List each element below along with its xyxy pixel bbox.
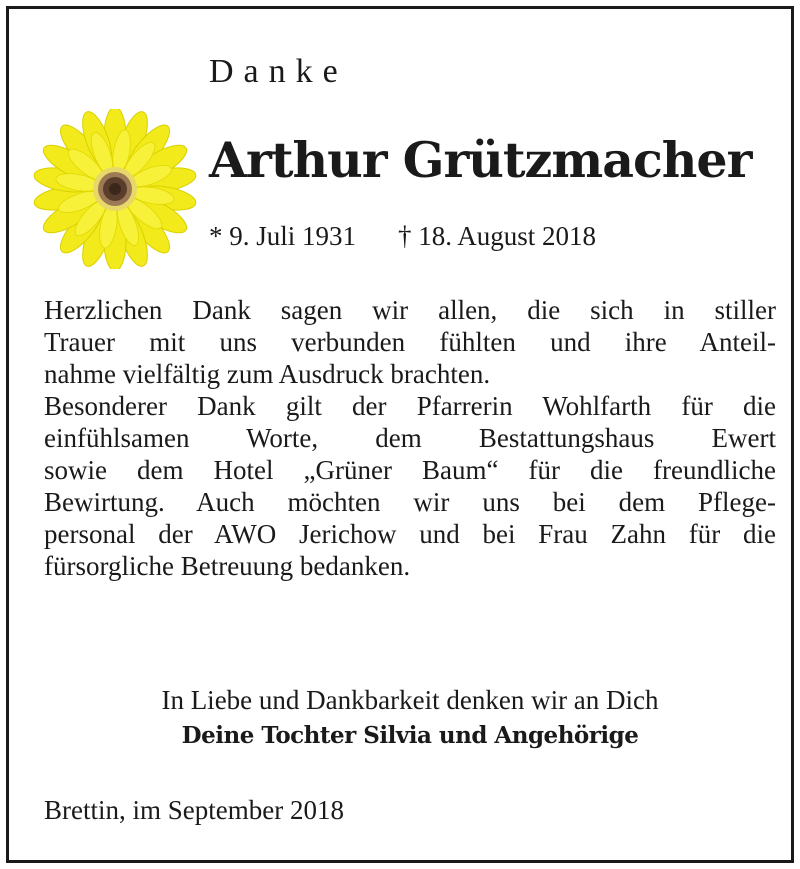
body-line: personal der AWO Jerichow und bei Frau Zahn für die	[44, 519, 776, 549]
place-and-date: Brettin, im September 2018	[44, 795, 344, 825]
body-line: Trauer mit uns verbunden fühlten und ihre Anteil-	[44, 327, 776, 357]
notice-frame	[6, 6, 794, 863]
signature: Deine Tochter Silvia und Angehörige	[181, 722, 639, 749]
gerbera-flower-icon	[33, 109, 197, 269]
life-dates	[209, 221, 596, 252]
death-date: † 18. August 2018	[398, 221, 597, 251]
body-line: sowie dem Hotel „Grüner Baum“ für die freundliche	[44, 455, 776, 485]
body-line: nahme vielfältig zum Ausdruck brachten.	[44, 359, 491, 389]
birth-date: * 9. Juli 1931	[209, 221, 357, 251]
notice-heading: Danke	[209, 53, 348, 90]
closing-block	[44, 682, 776, 754]
body-line: einfühlsamen Worte, dem Bestattungshaus Ewert	[44, 423, 776, 453]
deceased-name: Arthur Grützmacher	[209, 131, 752, 189]
closing-line: In Liebe und Dankbarkeit denken wir an Dich	[161, 685, 659, 715]
body-line: Besonderer Dank gilt der Pfarrerin Wohlfarth für die	[44, 391, 776, 421]
body-line: fürsorgliche Betreuung bedanken.	[44, 551, 411, 581]
body-line: Bewirtung. Auch möchten wir uns bei dem Pflege-	[44, 487, 776, 517]
thank-you-text	[44, 294, 776, 582]
body-line: Herzlichen Dank sagen wir allen, die sich in stiller	[44, 295, 776, 325]
